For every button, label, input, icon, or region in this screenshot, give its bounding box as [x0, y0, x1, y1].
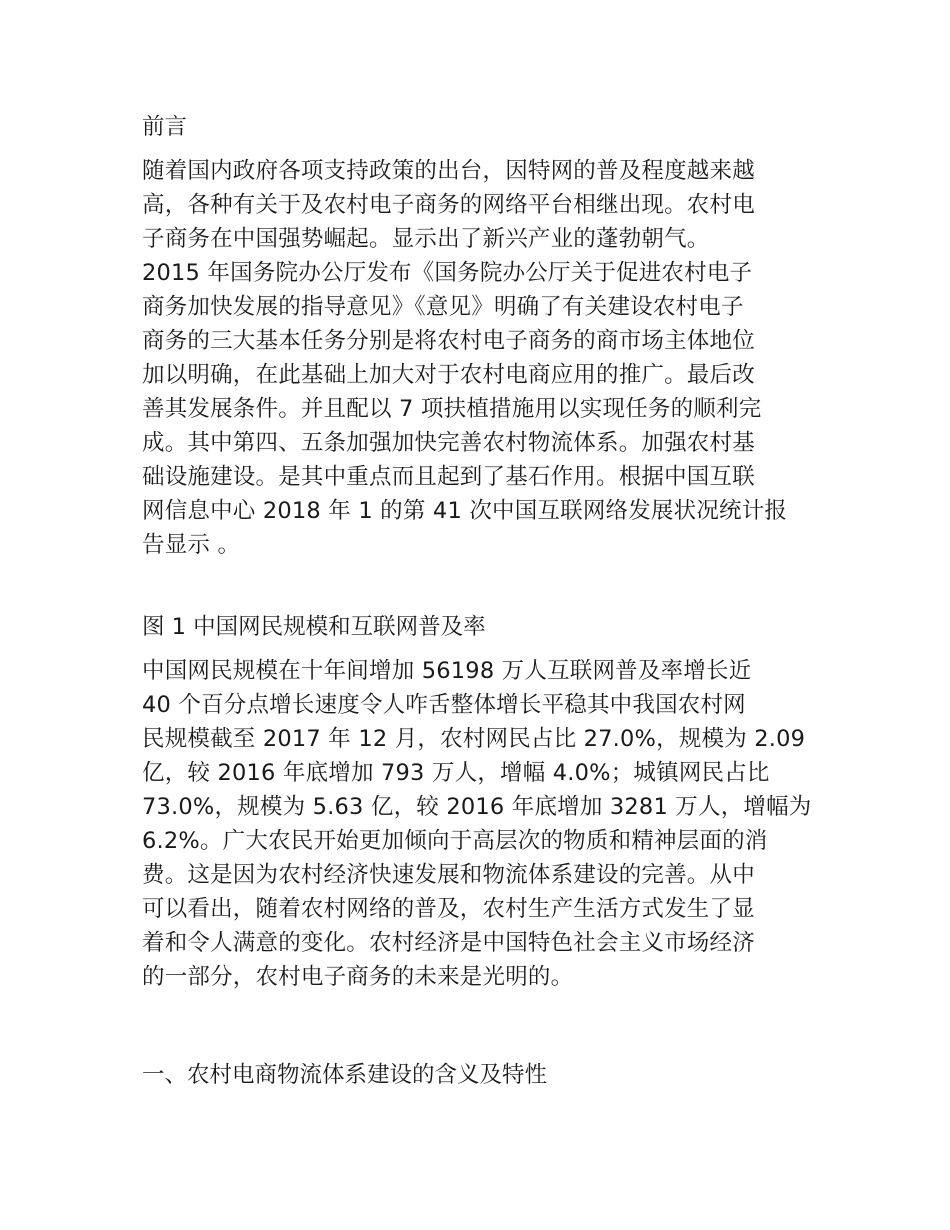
- paragraph-line: 商务的三大基本任务分别是将农村电子商务的商市场主体地位: [142, 328, 755, 354]
- paragraph-line: 费。这是因为农村经济快速发展和物流体系建设的完善。从中: [142, 862, 755, 888]
- paragraph-line: 6.2%。广大农民开始更加倾向于高层次的物质和精神层面的消: [142, 828, 768, 854]
- paragraph-line: 告显示 。: [142, 532, 241, 558]
- paragraph-line: 民规模截至 2017 年 12 月，农村网民占比 27.0%，规模为 2.09: [142, 726, 806, 752]
- paragraph-line: 子商务在中国强势崛起。显示出了新兴产业的蓬勃朝气。: [142, 226, 710, 252]
- section-heading: 一、农村电商物流体系建设的含义及特性: [142, 1062, 548, 1088]
- paragraph-line: 可以看出，随着农村网络的普及，农村生产生活方式发生了显: [142, 896, 755, 922]
- paragraph-line: 的一部分，农村电子商务的未来是光明的。: [142, 964, 574, 990]
- figure-caption: 图 1 中国网民规模和互联网普及率: [142, 614, 486, 640]
- paragraph-line: 网信息中心 2018 年 1 的第 41 次中国互联网络发展状况统计报: [142, 498, 788, 524]
- paragraph-line: 础设施建设。是其中重点而且起到了基石作用。根据中国互联: [142, 464, 755, 490]
- paragraph-line: 成。其中第四、五条加强加快完善农村物流体系。加强农村基: [142, 430, 755, 456]
- spacer: [142, 994, 814, 1058]
- spacer: [142, 144, 814, 154]
- paragraph-line: 高，各种有关于及农村电子商务的网络平台相继出现。农村电: [142, 192, 755, 218]
- paragraph-line: 善其发展条件。并且配以 7 项扶植措施用以实现任务的顺利完: [142, 396, 762, 422]
- paragraph-line: 73.0%，规模为 5.63 亿，较 2016 年底增加 3281 万人，增幅为: [142, 794, 812, 820]
- paragraph-line: 2015 年国务院办公厅发布《国务院办公厅关于促进农村电子: [142, 260, 753, 286]
- spacer: [142, 562, 814, 610]
- paragraph-line: 商务加快发展的指导意见》《意见》明确了有关建设农村电子: [142, 294, 744, 320]
- paragraph-line: 加以明确，在此基础上加大对于农村电商应用的推广。最后改: [142, 362, 755, 388]
- spacer: [142, 644, 814, 654]
- paragraph-line: 随着国内政府各项支持政策的出台，因特网的普及程度越来越: [142, 158, 755, 184]
- paragraph-line: 着和令人满意的变化。农村经济是中国特色社会主义市场经济: [142, 930, 755, 956]
- paragraph-line: 亿，较 2016 年底增加 793 万人，增幅 4.0%；城镇网民占比: [142, 760, 770, 786]
- paragraph-line: 40 个百分点增长速度令人咋舌整体增长平稳其中我国农村网: [142, 692, 746, 718]
- body-paragraph: [142, 654, 814, 994]
- paragraph-line: 中国网民规模在十年间增加 56198 万人互联网普及率增长近: [142, 658, 752, 684]
- preface-paragraph: [142, 154, 814, 562]
- preface-heading: 前言: [142, 114, 188, 140]
- document-content: [142, 110, 814, 1092]
